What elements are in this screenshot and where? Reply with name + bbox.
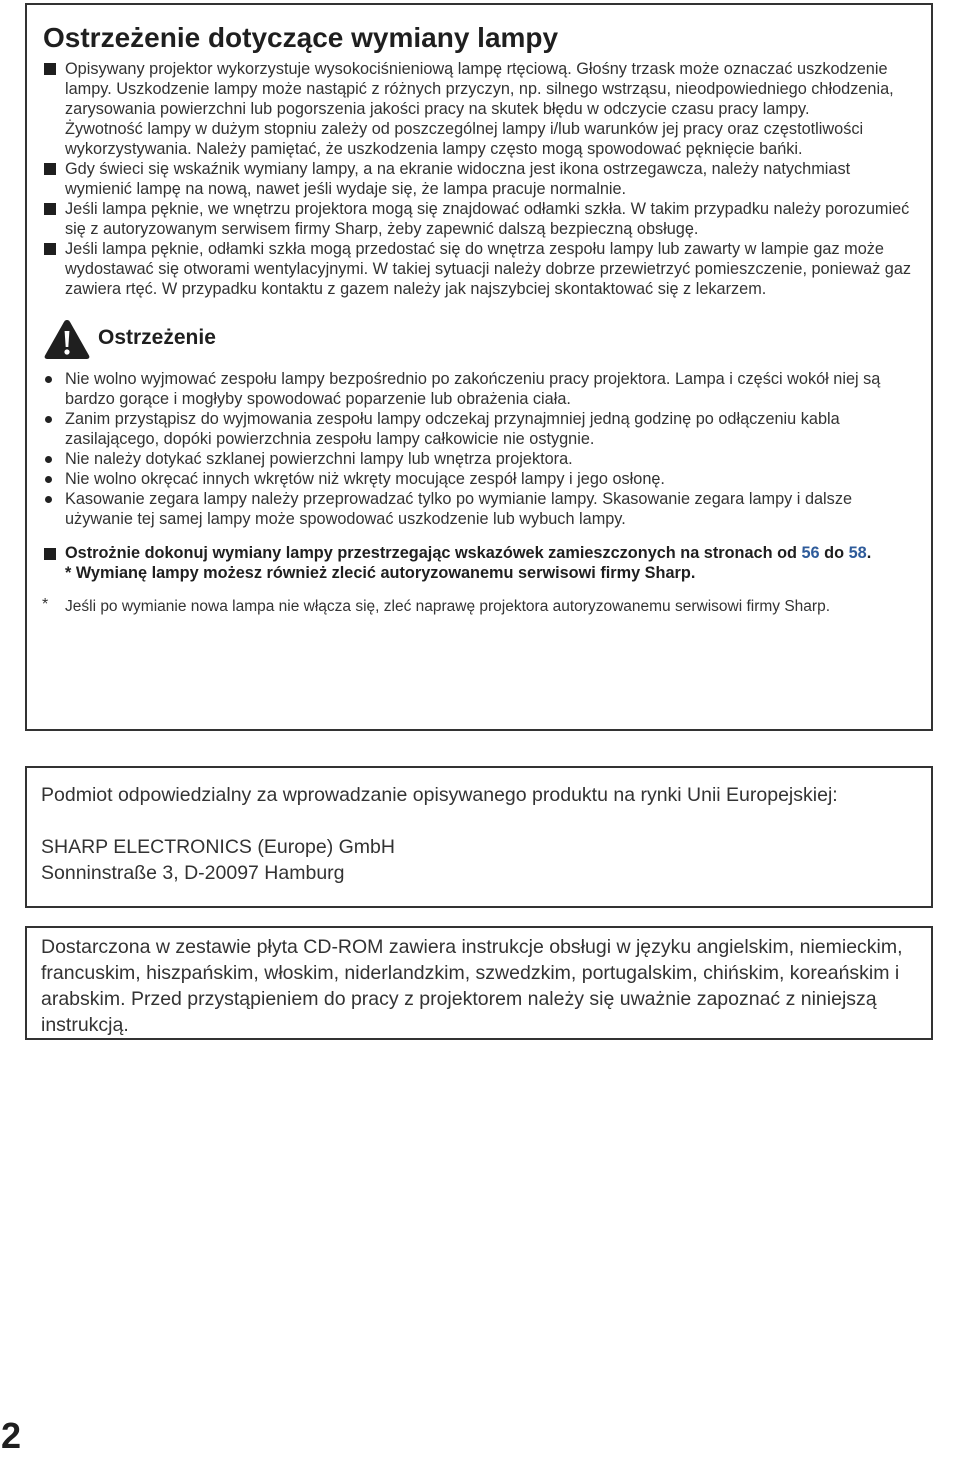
square-bullet-icon (44, 203, 56, 215)
bullet-dot-icon (45, 416, 52, 423)
page-title: Ostrzeżenie dotyczące wymiany lampy (43, 22, 559, 53)
page-link-56[interactable]: 56 (801, 544, 820, 562)
list-item: Kasowanie zegara lampy należy przeprowadzać tylko po wymianie lampy. Skasowanie zegara lampy i dalsze używanie tej samej lampy może spowodować uszkodzenie lub wybuch lampy. (43, 489, 917, 529)
page-link-58[interactable]: 58 (848, 544, 867, 562)
paragraph: Jeśli lampa pęknie, odłamki szkła mogą przedostać się do wnętrza zespołu lampy lub zawarty w lampie gaz może wydostawać się otworami wentylacyjnymi. W takiej sytuacji należy dobrze przewietrzyć pomieszczenie, ponieważ gaz zawiera rtęć. W przypadku kontaktu z gazem należy jak najszybciej skontaktować się z lekarzem. (65, 240, 912, 298)
lamp-warning-box (25, 3, 933, 731)
note-line-service: * Wymianę lampy możesz również zlecić autoryzowanemu serwisowi firmy Sharp. (65, 564, 696, 582)
eu-representative-box (25, 766, 933, 908)
list-item (43, 199, 917, 239)
footnote-marker: * (42, 596, 49, 613)
warning-bullet-list (43, 369, 917, 529)
note-line: Ostrożnie dokonuj wymiany lampy przestrzegając wskazówek zamieszczonych na stronach od 56 do 58. (65, 544, 872, 562)
paragraph: Jeśli lampa pęknie, we wnętrzu projektora mogą się znajdować odłamki szkła. W takim przypadku należy porozumieć się z autoryzowanym serwisem firmy Sharp, żeby zapewnić dalszą bezpieczną obsługę. (65, 200, 910, 238)
square-bullet-icon (44, 63, 56, 75)
lamp-replacement-note (43, 543, 917, 583)
list-item: Nie wolno wyjmować zespołu lampy bezpośrednio po zakończeniu pracy projektora. Lampa i części wokół niej są bardzo gorące i mogłyby spowodować poparzenie lub obrażenia ciała. (43, 369, 917, 409)
footnote-text: Jeśli po wymianie nowa lampa nie włącza się, zleć naprawę projektora autoryzowanemu serwisowi firmy Sharp. (65, 598, 830, 615)
list-item (43, 159, 917, 199)
square-bullet-icon (44, 548, 56, 560)
list-item: Nie należy dotykać szklanej powierzchni lampy lub wnętrza projektora. (43, 449, 917, 469)
list-item (43, 59, 917, 159)
page-number: 2 (1, 1415, 22, 1456)
square-bullet-icon (44, 243, 56, 255)
list-item: Nie wolno okręcać innych wkrętów niż wkręty mocujące zespół lampy i jego osłonę. (43, 469, 917, 489)
bullet-dot-icon (45, 496, 52, 503)
bullet-dot-icon (45, 476, 52, 483)
bullet-dot-icon (45, 376, 52, 383)
cd-rom-box (25, 926, 933, 1040)
cd-rom-text: Dostarczona w zestawie płyta CD-ROM zawiera instrukcje obsługi w języku angielskim, niemieckim, francuskim, hiszpańskim, włoskim, niderlandzkim, szwedzkim, portugalskim, chińskim, koreańskim i arabskim. Przed przystąpieniem do pracy z projektorem należy się uważnie zapoznać z niniejszą instrukcją. (41, 936, 903, 1036)
warning-label: Ostrzeżenie (98, 326, 216, 349)
company-name: SHARP ELECTRONICS (Europe) GmbH (41, 836, 395, 858)
paragraph: Żywotność lampy w dużym stopniu zależy od poszczególnej lampy i/lub warunków jej pracy oraz częstotliwości wykorzystywania. Należy pamiętać, że uszkodzenia lampy często mogą spowodować pęknięcie bańki. (65, 120, 864, 158)
eu-intro: Podmiot odpowiedzialny za wprowadzanie opisywanego produktu na rynki Unii Europejskiej: (41, 784, 838, 806)
list-item: Zanim przystąpisz do wyjmowania zespołu lampy odczekaj przynajmniej jedną godzinę po odłączeniu kabla zasilającego, dopóki powierzchnia zespołu lampy całkowicie nie ostygnie. (43, 409, 917, 449)
list-item (43, 239, 917, 299)
paragraph: Gdy świeci się wskaźnik wymiany lampy, a na ekranie widoczna jest ikona ostrzegawcza, należy natychmiast wymienić lampę na nową, nawet jeśli wydaje się, że lampa pracuje normalnie. (65, 160, 851, 198)
company-address: Sonninstraße 3, D-20097 Hamburg (41, 862, 345, 884)
bullet-dot-icon (45, 456, 52, 463)
square-bullet-icon (44, 163, 56, 175)
paragraph: Opisywany projektor wykorzystuje wysokociśnieniową lampę rtęciową. Głośny trzask może oznaczać uszkodzenie lampy. Uszkodzenie lampy może nastąpić z różnych przyczyn, np. silnego wstrząsu, nieodpowiedniego chłodzenia, zarysowania powierzchni lub pogorszenia jakości pracy na skutek błędu w odczycie czasu pracy lampy. (65, 60, 894, 118)
footnote (43, 597, 917, 617)
warning-triangle-icon (43, 317, 91, 361)
warning-heading (43, 317, 917, 365)
